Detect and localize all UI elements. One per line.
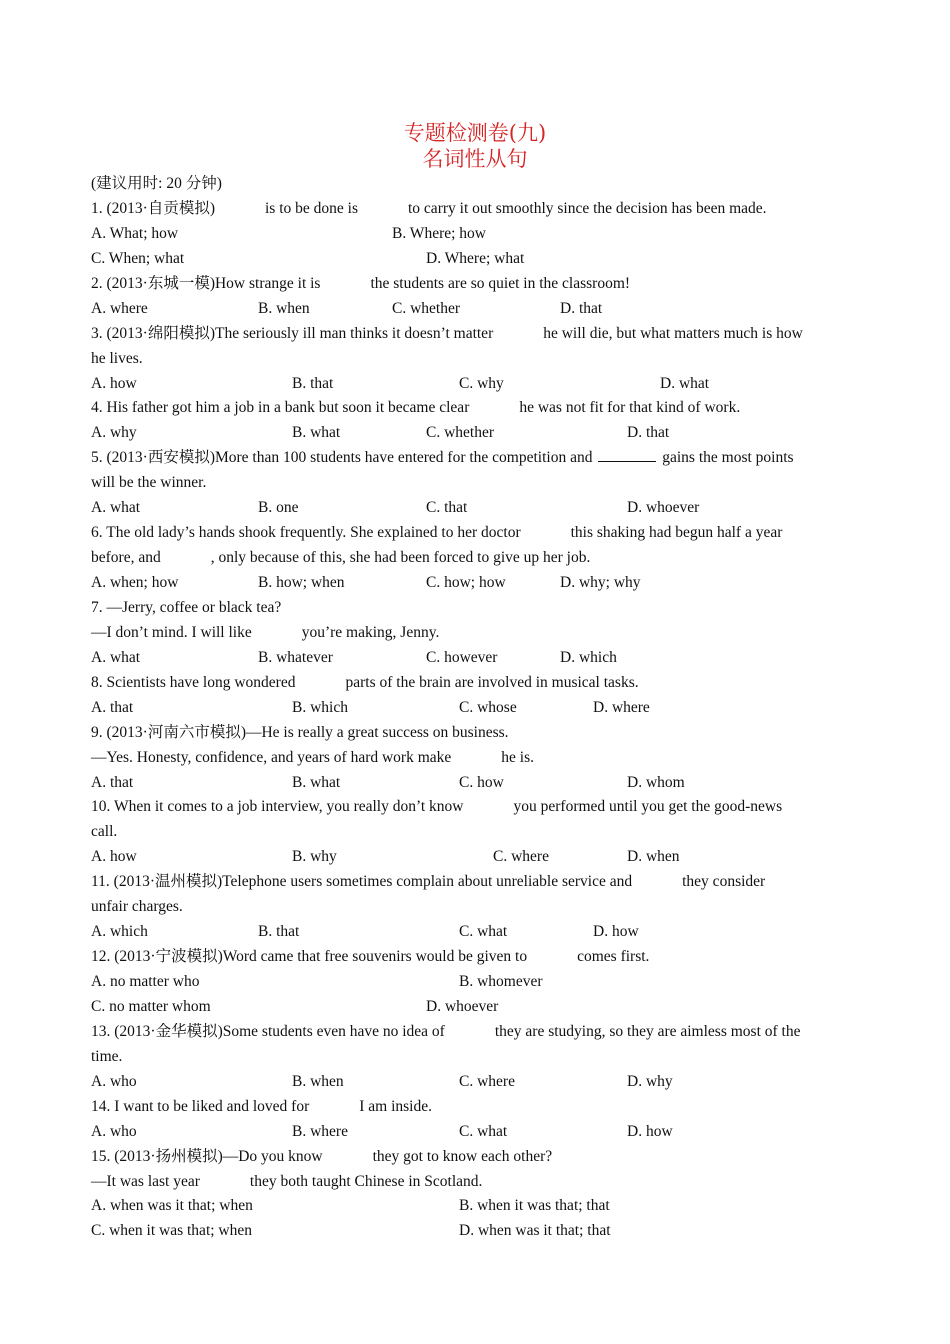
- option-c: C. where: [459, 1072, 515, 1090]
- option-b: B. that: [292, 374, 334, 392]
- question-7-reply: —I don’t mind. I will like you’re making, Jenny.: [91, 623, 440, 641]
- options-7: [91, 646, 859, 671]
- option-d: D. what: [660, 374, 710, 392]
- option-b: B. when: [258, 299, 310, 317]
- options-8: [91, 696, 859, 721]
- option-d: D. why: [627, 1072, 673, 1090]
- option-d: D. where: [593, 698, 650, 716]
- option-c: C. how; how: [426, 574, 506, 591]
- question-6-cont: before, and , only because of this, she had been forced to give up her job.: [91, 549, 591, 567]
- option-c: C. what: [459, 1122, 508, 1140]
- question-5: 5. (2013·西安模拟)More than 100 students have entered for the competition and gains the most points: [91, 449, 794, 467]
- question-15: 15. (2013·扬州模拟)—Do you know they got to know each other?: [91, 1147, 553, 1165]
- question-2: 2. (2013·东城一模)How strange it is the students are so quiet in the classroom!: [91, 274, 631, 292]
- question-15-reply: —It was last year they both taught Chinese in Scotland.: [91, 1172, 483, 1190]
- question-14: 14. I want to be liked and loved for I am inside.: [91, 1097, 432, 1115]
- option-b: B. what: [292, 773, 341, 791]
- option-a: A. which: [91, 923, 148, 941]
- option-d: D. Where; what: [426, 249, 525, 267]
- question-6: 6. The old lady’s hands shook frequently. She explained to her doctor this shaking had begun half a year: [91, 524, 783, 542]
- option-c: C. what: [459, 923, 508, 941]
- option-c: C. why: [459, 374, 504, 392]
- question-7: 7. —Jerry, coffee or black tea?: [91, 598, 282, 616]
- option-a: A. what: [91, 648, 141, 666]
- option-a: A. that: [91, 773, 134, 791]
- option-a: A. when; how: [91, 574, 179, 591]
- option-b: B. one: [258, 499, 299, 517]
- option-b: B. which: [292, 698, 348, 716]
- options-13: [91, 1070, 859, 1095]
- options-11: [91, 920, 859, 945]
- option-b: B. what: [292, 424, 341, 442]
- option-a: A. when was it that; when: [91, 1197, 253, 1215]
- options-9: [91, 771, 859, 796]
- question-13: 13. (2013·金华模拟)Some students even have no idea of they are studying, so they are aimless most of the: [91, 1022, 801, 1040]
- question-3: 3. (2013·绵阳模拟)The seriously ill man thinks it doesn’t matter he will die, but what matters much is how: [91, 324, 803, 342]
- options-5: [91, 496, 859, 521]
- question-13-cont: time.: [91, 1047, 123, 1065]
- option-d: D. which: [560, 648, 617, 666]
- option-c: C. whose: [459, 698, 517, 716]
- options-14: [91, 1120, 859, 1145]
- options-3: [91, 372, 859, 397]
- option-b: B. when: [292, 1072, 344, 1090]
- options-10: [91, 845, 859, 870]
- option-b: B. Where; how: [392, 224, 486, 242]
- option-d: D. how: [627, 1122, 673, 1140]
- option-a: A. how: [91, 848, 137, 866]
- time-note: (建议用时: 20 分钟): [91, 175, 222, 192]
- page-subtitle: 名词性从句: [422, 147, 528, 171]
- option-d: D. when: [627, 848, 680, 866]
- option-a: A. no matter who: [91, 973, 200, 990]
- options-12b: [91, 995, 859, 1020]
- option-d: D. whom: [627, 773, 685, 791]
- question-5-cont: will be the winner.: [91, 474, 207, 492]
- option-c: C. whether: [426, 424, 495, 442]
- option-b: B. why: [292, 848, 337, 866]
- option-d: D. that: [627, 424, 670, 442]
- option-c: C. no matter whom: [91, 997, 211, 1015]
- option-b: B. where: [292, 1122, 348, 1140]
- option-b: B. whatever: [258, 648, 333, 666]
- option-d: D. that: [560, 299, 603, 317]
- options-4: [91, 421, 859, 446]
- option-b: B. whomever: [459, 973, 543, 990]
- question-10: 10. When it comes to a job interview, you really don’t know you performed until you get the good-news: [91, 798, 783, 816]
- question-3-cont: he lives.: [91, 349, 143, 367]
- option-c: C. when it was that; when: [91, 1222, 253, 1240]
- options-15: [91, 1194, 859, 1219]
- option-c: C. When; what: [91, 249, 185, 267]
- question-10-cont: call.: [91, 823, 118, 841]
- option-a: A. why: [91, 424, 137, 442]
- question-8: 8. Scientists have long wondered parts of the brain are involved in musical tasks.: [91, 673, 639, 691]
- option-c: C. whether: [392, 299, 461, 317]
- options-2: [91, 297, 859, 322]
- option-a: A. who: [91, 1072, 137, 1090]
- option-d: D. how: [593, 923, 639, 941]
- question-11: 11. (2013·温州模拟)Telephone users sometimes complain about unreliable service and they consider: [91, 873, 766, 891]
- option-a: A. what: [91, 499, 141, 517]
- option-d: D. whoever: [426, 997, 499, 1015]
- option-d: D. when was it that; that: [459, 1222, 611, 1240]
- answer-blank: [598, 447, 656, 462]
- question-list: [91, 172, 859, 1244]
- option-b: B. that: [258, 923, 300, 941]
- option-a: A. that: [91, 698, 134, 716]
- question-1: 1. (2013·自贡模拟) is to be done is to carry it out smoothly since the decision has been made.: [91, 199, 767, 217]
- question-9-reply: —Yes. Honesty, confidence, and years of hard work make he is.: [91, 748, 534, 766]
- options-12: [91, 970, 859, 995]
- page-title: 专题检测卷(九): [403, 121, 547, 145]
- options-15b: [91, 1219, 859, 1244]
- option-b: B. how; when: [258, 574, 345, 591]
- options-1: [91, 222, 859, 247]
- option-c: C. that: [426, 499, 468, 517]
- option-b: B. when it was that; that: [459, 1197, 610, 1215]
- option-a: A. where: [91, 299, 148, 317]
- option-a: A. who: [91, 1122, 137, 1140]
- question-9: 9. (2013·河南六市模拟)—He is really a great success on business.: [91, 723, 509, 741]
- option-d: D. whoever: [627, 499, 700, 517]
- question-4: 4. His father got him a job in a bank but soon it became clear he was not fit for that kind of work.: [91, 399, 741, 417]
- option-c: C. where: [493, 848, 549, 866]
- options-6: [91, 571, 859, 596]
- option-a: A. What; how: [91, 224, 179, 242]
- option-c: C. however: [426, 648, 498, 666]
- option-d: D. why; why: [560, 574, 641, 591]
- question-11-cont: unfair charges.: [91, 898, 183, 916]
- question-12: 12. (2013·宁波模拟)Word came that free souvenirs would be given to comes first.: [91, 948, 650, 966]
- option-c: C. how: [459, 773, 504, 791]
- option-a: A. how: [91, 374, 137, 392]
- options-1b: [91, 247, 859, 272]
